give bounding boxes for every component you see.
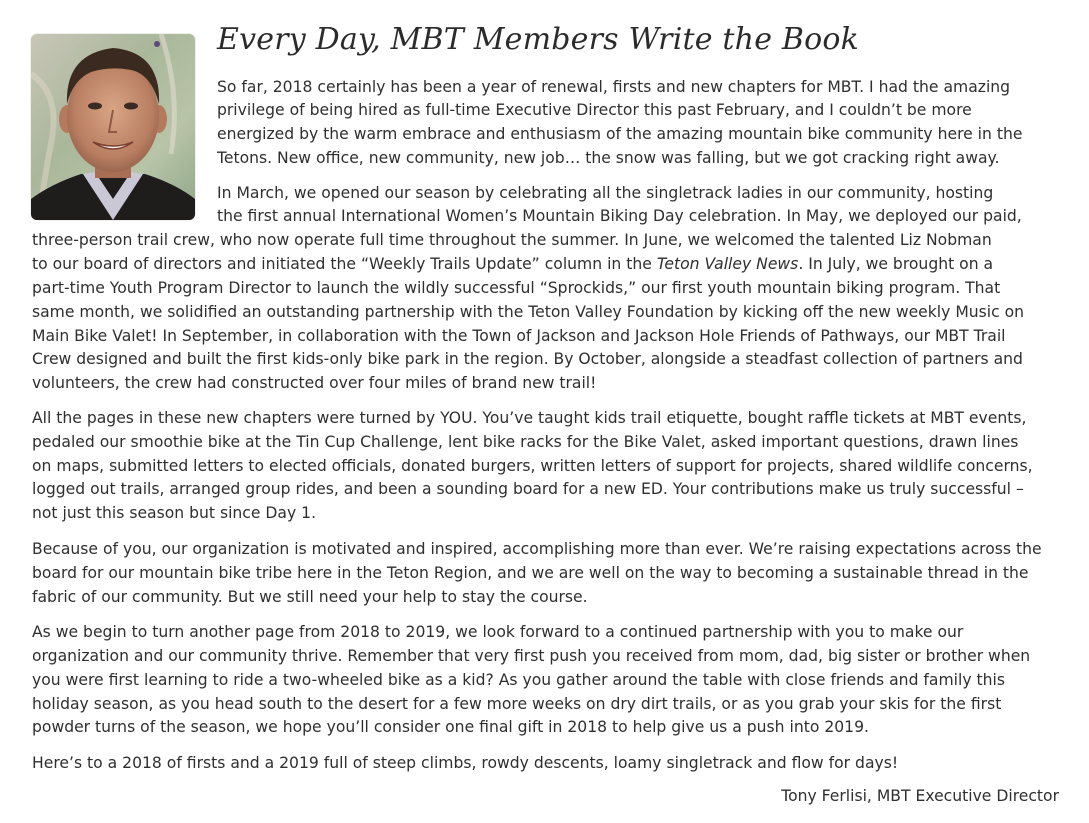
article-title: Every Day, MBT Members Write the Book [217, 22, 860, 57]
paragraph-5-line-1: As we begin to turn another page from 2018 to 2019, we look forward to a continued partnership with you to make our [32, 623, 964, 641]
author-signature: Tony Ferlisi, MBT Executive Director [781, 787, 1059, 805]
paragraph-1-line-2: privilege of being hired as full-time Executive Director this past February, and I couldn’t be more [217, 101, 972, 119]
paragraph-3-line-5: not just this season but since Day 1. [32, 504, 317, 522]
paragraph-4-line-2: board for our mountain bike tribe here in the Teton Region, and we are well on the way to becoming a sustainable thread in the [32, 564, 1029, 582]
paragraph-2-line-5: part-time Youth Program Director to launch the wildly successful “Sprockids,” our first youth mountain biking program. That [32, 279, 1001, 297]
publication-name: Teton Valley News [656, 255, 799, 273]
paragraph-4-line-1: Because of you, our organization is motivated and inspired, accomplishing more than ever. We’re raising expectations across the [32, 540, 1042, 558]
paragraph-2-line-9: volunteers, the crew had constructed over four miles of brand new trail! [32, 374, 597, 392]
paragraph-5-line-3: you were first learning to ride a two-wheeled bike as a kid? As you gather around the table with close friends and family this [32, 671, 1005, 689]
paragraph-2-line-4-after: . In July, we brought on a [798, 255, 994, 273]
paragraph-2-line-8: Crew designed and built the first kids-only bike park in the region. By October, alongside a steadfast collection of partners and [32, 350, 1023, 368]
paragraph-2-line-4 [32, 252, 993, 276]
paragraph-1-line-3: energized by the warm embrace and enthusiasm of the amazing mountain bike community here in the [217, 125, 1023, 143]
paragraph-5-line-5: powder turns of the season, we hope you’ll consider one final gift in 2018 to help give us a push into 2019. [32, 718, 869, 736]
paragraph-2-line-3: three-person trail crew, who now operate full time throughout the summer. In June, we welcomed the talented Liz Nobman [32, 231, 992, 249]
paragraph-2-line-4-text: to our board of directors and initiated the “Weekly Trails Update” column in the [32, 255, 657, 273]
paragraph-3-line-1: All the pages in these new chapters were turned by YOU. You’ve taught kids trail etiquette, bought raffle tickets at MBT events, [32, 409, 1027, 427]
paragraph-3-line-4: logged out trails, arranged group rides, and been a sounding board for a new ED. Your contributions make us truly successful – [32, 480, 1024, 498]
paragraph-2-line-6: same month, we solidified an outstanding partnership with the Teton Valley Foundation by kicking off the new weekly Music on [32, 303, 1025, 321]
paragraph-1-line-1: So far, 2018 certainly has been a year of renewal, firsts and new chapters for MBT. I had the amazing [217, 78, 1011, 96]
paragraph-5-line-2: organization and our community thrive. Remember that very first push you received from mom, dad, big sister or brother when [32, 647, 1031, 665]
paragraph-4-line-3: fabric of our community. But we still need your help to stay the course. [32, 588, 588, 606]
paragraph-3-line-3: on maps, submitted letters to elected officials, donated burgers, written letters of support for projects, shared wildlife concerns, [32, 457, 1033, 475]
paragraph-2-line-7: Main Bike Valet! In September, in collaboration with the Town of Jackson and Jackson Hole Friends of Pathways, our MBT Trail [32, 327, 1006, 345]
author-portrait-image [31, 34, 195, 220]
paragraph-5-line-4: holiday season, as you head south to the desert for a few more weeks on dry dirt trails, or as you grab your skis for the first [32, 695, 1002, 713]
paragraph-6-line-1: Here’s to a 2018 of firsts and a 2019 full of steep climbs, rowdy descents, loamy singletrack and flow for days! [32, 754, 899, 772]
author-photo [31, 34, 195, 220]
paragraph-2-line-1: In March, we opened our season by celebrating all the singletrack ladies in our community, hosting [217, 184, 994, 202]
paragraph-2-line-2: the first annual International Women’s Mountain Biking Day celebration. In May, we deployed our paid, [217, 207, 1022, 225]
paragraph-1-line-4: Tetons. New office, new community, new job… the snow was falling, but we got cracking right away. [217, 149, 1000, 167]
paragraph-3-line-2: pedaled our smoothie bike at the Tin Cup Challenge, lent bike racks for the Bike Valet, asked important questions, drawn lines [32, 433, 1019, 451]
